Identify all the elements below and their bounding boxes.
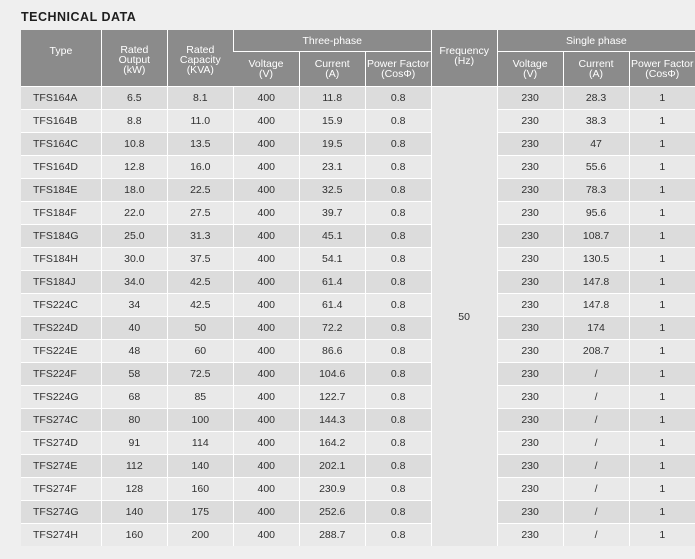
cell-rated-output: 48	[101, 340, 167, 363]
cell-frequency: 50	[431, 87, 497, 547]
cell-current-1ph: /	[563, 455, 629, 478]
cell-voltage-1ph: 230	[497, 478, 563, 501]
cell-power-factor-3ph: 0.8	[365, 524, 431, 547]
table-row	[21, 294, 695, 317]
cell-voltage-1ph: 230	[497, 225, 563, 248]
header-voltage-1ph: Voltage (V)	[497, 52, 563, 87]
cell-power-factor-3ph: 0.8	[365, 409, 431, 432]
cell-power-factor-1ph: 1	[629, 294, 695, 317]
cell-power-factor-1ph: 1	[629, 110, 695, 133]
table-row	[21, 340, 695, 363]
cell-power-factor-1ph: 1	[629, 202, 695, 225]
cell-current-1ph: /	[563, 409, 629, 432]
cell-power-factor-1ph: 1	[629, 87, 695, 110]
cell-current-1ph: 108.7	[563, 225, 629, 248]
cell-current-3ph: 15.9	[299, 110, 365, 133]
cell-rated-output: 30.0	[101, 248, 167, 271]
cell-power-factor-1ph: 1	[629, 363, 695, 386]
cell-current-1ph: /	[563, 386, 629, 409]
cell-type: TFS224E	[21, 340, 101, 363]
cell-current-3ph: 32.5	[299, 179, 365, 202]
cell-voltage-3ph: 400	[233, 133, 299, 156]
header-three-phase: Three-phase	[233, 30, 431, 52]
cell-rated-capacity: 85	[167, 386, 233, 409]
cell-current-1ph: /	[563, 363, 629, 386]
cell-power-factor-1ph: 1	[629, 317, 695, 340]
table-row	[21, 432, 695, 455]
cell-type: TFS274E	[21, 455, 101, 478]
cell-rated-capacity: 60	[167, 340, 233, 363]
table-row	[21, 133, 695, 156]
cell-power-factor-1ph: 1	[629, 478, 695, 501]
cell-type: TFS274D	[21, 432, 101, 455]
cell-type: TFS164C	[21, 133, 101, 156]
cell-current-1ph: 78.3	[563, 179, 629, 202]
cell-voltage-3ph: 400	[233, 501, 299, 524]
table-row	[21, 409, 695, 432]
cell-rated-output: 6.5	[101, 87, 167, 110]
page-title: TECHNICAL DATA	[21, 10, 137, 24]
table-row	[21, 317, 695, 340]
cell-voltage-1ph: 230	[497, 524, 563, 547]
cell-type: TFS224D	[21, 317, 101, 340]
cell-current-1ph: 130.5	[563, 248, 629, 271]
cell-current-1ph: 147.8	[563, 271, 629, 294]
header-single-phase: Single phase	[497, 30, 695, 52]
cell-rated-output: 40	[101, 317, 167, 340]
cell-rated-output: 112	[101, 455, 167, 478]
cell-current-3ph: 19.5	[299, 133, 365, 156]
cell-current-3ph: 54.1	[299, 248, 365, 271]
cell-current-3ph: 11.8	[299, 87, 365, 110]
cell-voltage-3ph: 400	[233, 455, 299, 478]
cell-current-1ph: 174	[563, 317, 629, 340]
cell-rated-output: 128	[101, 478, 167, 501]
cell-voltage-1ph: 230	[497, 202, 563, 225]
cell-power-factor-1ph: 1	[629, 386, 695, 409]
cell-rated-output: 12.8	[101, 156, 167, 179]
cell-voltage-3ph: 400	[233, 87, 299, 110]
cell-current-1ph: 38.3	[563, 110, 629, 133]
cell-current-1ph: 47	[563, 133, 629, 156]
table-row	[21, 386, 695, 409]
cell-type: TFS184G	[21, 225, 101, 248]
cell-rated-output: 80	[101, 409, 167, 432]
cell-current-3ph: 61.4	[299, 294, 365, 317]
cell-rated-output: 18.0	[101, 179, 167, 202]
cell-power-factor-1ph: 1	[629, 501, 695, 524]
cell-voltage-3ph: 400	[233, 478, 299, 501]
cell-voltage-3ph: 400	[233, 409, 299, 432]
cell-current-3ph: 252.6	[299, 501, 365, 524]
cell-type: TFS184J	[21, 271, 101, 294]
cell-rated-capacity: 160	[167, 478, 233, 501]
cell-voltage-1ph: 230	[497, 455, 563, 478]
cell-rated-output: 25.0	[101, 225, 167, 248]
cell-voltage-3ph: 400	[233, 179, 299, 202]
cell-voltage-3ph: 400	[233, 317, 299, 340]
cell-rated-capacity: 100	[167, 409, 233, 432]
cell-power-factor-1ph: 1	[629, 133, 695, 156]
cell-voltage-3ph: 400	[233, 340, 299, 363]
technical-data-table	[21, 30, 695, 546]
cell-power-factor-3ph: 0.8	[365, 432, 431, 455]
header-power-factor-1ph: Power Factor (CosΦ)	[629, 52, 695, 87]
cell-type: TFS184H	[21, 248, 101, 271]
cell-rated-capacity: 37.5	[167, 248, 233, 271]
table-row	[21, 478, 695, 501]
cell-rated-output: 68	[101, 386, 167, 409]
cell-voltage-3ph: 400	[233, 248, 299, 271]
cell-voltage-1ph: 230	[497, 179, 563, 202]
cell-current-1ph: 208.7	[563, 340, 629, 363]
cell-voltage-1ph: 230	[497, 317, 563, 340]
cell-power-factor-1ph: 1	[629, 248, 695, 271]
cell-current-3ph: 104.6	[299, 363, 365, 386]
header-power-factor-3ph: Power Factor (CosΦ)	[365, 52, 431, 87]
cell-power-factor-1ph: 1	[629, 179, 695, 202]
table-row	[21, 363, 695, 386]
cell-power-factor-3ph: 0.8	[365, 363, 431, 386]
cell-power-factor-3ph: 0.8	[365, 317, 431, 340]
cell-type: TFS224C	[21, 294, 101, 317]
cell-voltage-3ph: 400	[233, 156, 299, 179]
header-frequency: Frequency (Hz)	[431, 30, 497, 87]
cell-current-3ph: 144.3	[299, 409, 365, 432]
cell-power-factor-3ph: 0.8	[365, 340, 431, 363]
cell-voltage-3ph: 400	[233, 225, 299, 248]
cell-voltage-3ph: 400	[233, 271, 299, 294]
cell-power-factor-3ph: 0.8	[365, 87, 431, 110]
cell-rated-capacity: 42.5	[167, 271, 233, 294]
cell-voltage-1ph: 230	[497, 340, 563, 363]
table-row	[21, 202, 695, 225]
cell-power-factor-1ph: 1	[629, 340, 695, 363]
cell-rated-capacity: 72.5	[167, 363, 233, 386]
cell-power-factor-3ph: 0.8	[365, 455, 431, 478]
cell-current-3ph: 230.9	[299, 478, 365, 501]
cell-current-1ph: 55.6	[563, 156, 629, 179]
cell-power-factor-3ph: 0.8	[365, 225, 431, 248]
cell-voltage-3ph: 400	[233, 110, 299, 133]
cell-type: TFS274C	[21, 409, 101, 432]
cell-power-factor-3ph: 0.8	[365, 294, 431, 317]
cell-power-factor-3ph: 0.8	[365, 202, 431, 225]
cell-rated-output: 8.8	[101, 110, 167, 133]
cell-rated-capacity: 175	[167, 501, 233, 524]
cell-current-1ph: /	[563, 478, 629, 501]
cell-rated-capacity: 50	[167, 317, 233, 340]
table-row	[21, 156, 695, 179]
table-row	[21, 501, 695, 524]
cell-voltage-3ph: 400	[233, 202, 299, 225]
cell-voltage-3ph: 400	[233, 363, 299, 386]
cell-voltage-1ph: 230	[497, 363, 563, 386]
cell-rated-capacity: 27.5	[167, 202, 233, 225]
cell-power-factor-3ph: 0.8	[365, 386, 431, 409]
cell-rated-output: 91	[101, 432, 167, 455]
cell-rated-capacity: 11.0	[167, 110, 233, 133]
cell-voltage-1ph: 230	[497, 386, 563, 409]
cell-current-1ph: 147.8	[563, 294, 629, 317]
cell-rated-capacity: 114	[167, 432, 233, 455]
cell-voltage-1ph: 230	[497, 271, 563, 294]
cell-current-3ph: 122.7	[299, 386, 365, 409]
cell-voltage-1ph: 230	[497, 110, 563, 133]
cell-rated-capacity: 200	[167, 524, 233, 547]
cell-power-factor-1ph: 1	[629, 432, 695, 455]
cell-current-1ph: /	[563, 432, 629, 455]
cell-rated-capacity: 16.0	[167, 156, 233, 179]
table-row	[21, 110, 695, 133]
cell-rated-output: 34	[101, 294, 167, 317]
cell-current-1ph: 28.3	[563, 87, 629, 110]
cell-type: TFS164A	[21, 87, 101, 110]
table-row	[21, 87, 695, 110]
cell-current-3ph: 45.1	[299, 225, 365, 248]
cell-type: TFS274F	[21, 478, 101, 501]
cell-voltage-1ph: 230	[497, 409, 563, 432]
cell-rated-capacity: 140	[167, 455, 233, 478]
cell-rated-capacity: 13.5	[167, 133, 233, 156]
cell-power-factor-1ph: 1	[629, 409, 695, 432]
table-row	[21, 225, 695, 248]
table-row	[21, 271, 695, 294]
cell-power-factor-1ph: 1	[629, 455, 695, 478]
cell-voltage-3ph: 400	[233, 432, 299, 455]
cell-rated-capacity: 8.1	[167, 87, 233, 110]
cell-current-1ph: /	[563, 501, 629, 524]
cell-rated-output: 140	[101, 501, 167, 524]
cell-rated-output: 58	[101, 363, 167, 386]
header-rated-output: Rated Output (kW)	[101, 30, 167, 87]
cell-current-3ph: 288.7	[299, 524, 365, 547]
cell-voltage-1ph: 230	[497, 248, 563, 271]
cell-current-3ph: 202.1	[299, 455, 365, 478]
cell-power-factor-3ph: 0.8	[365, 110, 431, 133]
table-row	[21, 524, 695, 547]
cell-current-3ph: 23.1	[299, 156, 365, 179]
cell-voltage-3ph: 400	[233, 524, 299, 547]
cell-power-factor-3ph: 0.8	[365, 478, 431, 501]
cell-type: TFS184F	[21, 202, 101, 225]
cell-voltage-3ph: 400	[233, 294, 299, 317]
cell-power-factor-3ph: 0.8	[365, 501, 431, 524]
cell-voltage-3ph: 400	[233, 386, 299, 409]
header-voltage-3ph: Voltage (V)	[233, 52, 299, 87]
cell-power-factor-3ph: 0.8	[365, 156, 431, 179]
cell-type: TFS164B	[21, 110, 101, 133]
cell-voltage-1ph: 230	[497, 156, 563, 179]
cell-current-3ph: 61.4	[299, 271, 365, 294]
cell-current-3ph: 164.2	[299, 432, 365, 455]
header-type: Type	[21, 30, 101, 87]
cell-current-1ph: /	[563, 524, 629, 547]
cell-current-1ph: 95.6	[563, 202, 629, 225]
table-row	[21, 179, 695, 202]
cell-rated-capacity: 42.5	[167, 294, 233, 317]
cell-power-factor-1ph: 1	[629, 271, 695, 294]
cell-type: TFS164D	[21, 156, 101, 179]
cell-power-factor-1ph: 1	[629, 156, 695, 179]
cell-current-3ph: 86.6	[299, 340, 365, 363]
cell-type: TFS224G	[21, 386, 101, 409]
cell-rated-output: 10.8	[101, 133, 167, 156]
cell-voltage-1ph: 230	[497, 501, 563, 524]
cell-rated-output: 34.0	[101, 271, 167, 294]
cell-current-3ph: 39.7	[299, 202, 365, 225]
cell-rated-output: 160	[101, 524, 167, 547]
header-current-1ph: Current (A)	[563, 52, 629, 87]
cell-rated-capacity: 22.5	[167, 179, 233, 202]
cell-type: TFS274G	[21, 501, 101, 524]
cell-type: TFS274H	[21, 524, 101, 547]
cell-power-factor-3ph: 0.8	[365, 179, 431, 202]
table-row	[21, 455, 695, 478]
cell-power-factor-3ph: 0.8	[365, 271, 431, 294]
table-row	[21, 248, 695, 271]
cell-type: TFS224F	[21, 363, 101, 386]
header-rated-capacity: Rated Capacity (KVA)	[167, 30, 233, 87]
cell-voltage-1ph: 230	[497, 432, 563, 455]
cell-current-3ph: 72.2	[299, 317, 365, 340]
table-body	[21, 87, 695, 547]
cell-voltage-1ph: 230	[497, 87, 563, 110]
cell-power-factor-1ph: 1	[629, 524, 695, 547]
cell-power-factor-3ph: 0.8	[365, 133, 431, 156]
cell-voltage-1ph: 230	[497, 294, 563, 317]
header-current-3ph: Current (A)	[299, 52, 365, 87]
cell-voltage-1ph: 230	[497, 133, 563, 156]
cell-power-factor-3ph: 0.8	[365, 248, 431, 271]
cell-power-factor-1ph: 1	[629, 225, 695, 248]
cell-rated-capacity: 31.3	[167, 225, 233, 248]
cell-type: TFS184E	[21, 179, 101, 202]
cell-rated-output: 22.0	[101, 202, 167, 225]
